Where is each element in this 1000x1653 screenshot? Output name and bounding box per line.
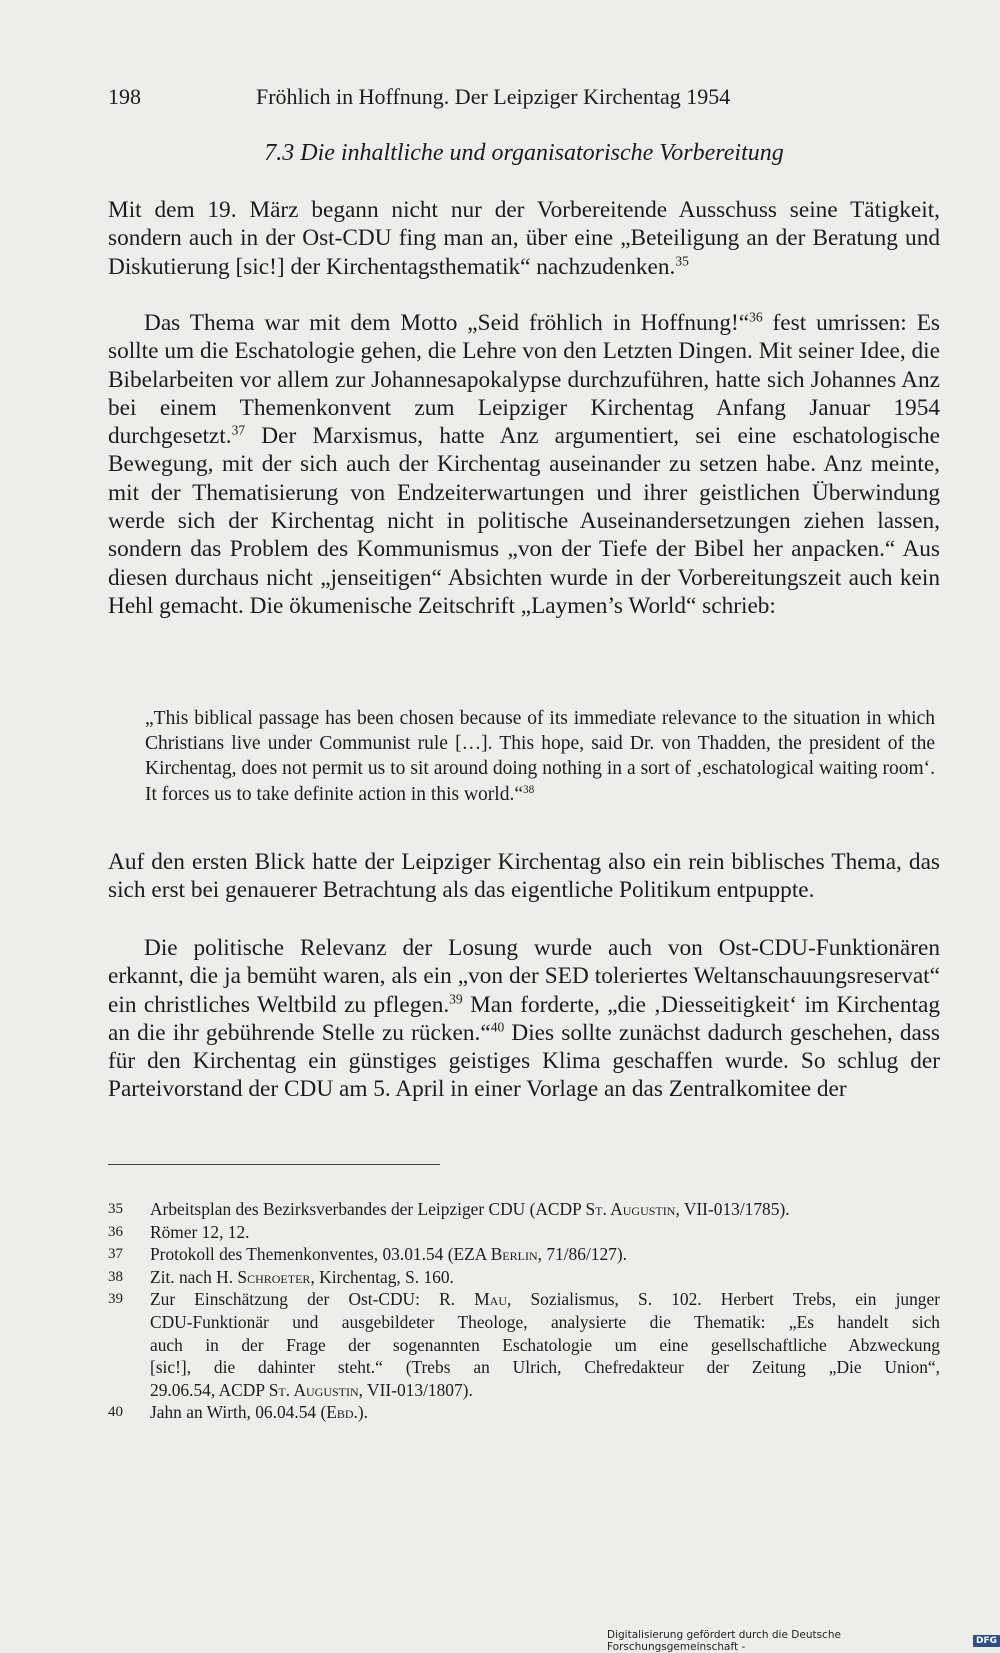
running-head bbox=[108, 84, 940, 114]
footnote-ref-37[interactable]: 37 bbox=[231, 422, 246, 438]
footnote-number: 39 bbox=[108, 1291, 123, 1308]
footnote-text bbox=[150, 1198, 940, 1221]
paragraph-4-text-b: Man forderte, „die ‚Diesseitigkeit‘ im Kirchentag an die ihr gebührende Stelle zu rücken.“ bbox=[108, 991, 940, 1046]
footnote-line: Zur Einschätzung der Ost-CDU: R. Mau, Sozialismus, S. 102. Herbert Trebs, ein junger bbox=[150, 1289, 941, 1310]
footnote-line: [sic!], die dahinter steht.“ (Trebs an Ulrich, Chefredakteur der Zeitung „Die Union“, bbox=[150, 1357, 940, 1378]
paragraph-2-text-a: Das Thema war mit dem Motto „Seid fröhlich in Hoffnung!“ bbox=[144, 310, 750, 336]
paragraph-4 bbox=[108, 934, 940, 1104]
footnote-line: 29.06.54, ACDP St. Augustin, VII-013/1807). bbox=[150, 1379, 473, 1400]
paragraph-4-text-a: Die politische Relevanz der Losung wurde auch von Ost-CDU-Funktionären erkannt, die ja bemüht waren, als ein „von der SED toleriertes Weltanschauungsreservat“ ein christliches Weltbild zu pflegen. bbox=[108, 935, 940, 1018]
footnote-line: Römer 12, 12. bbox=[150, 1221, 250, 1242]
running-title: Fröhlich in Hoffnung. Der Leipziger Kirchentag 1954 bbox=[256, 84, 731, 109]
credit-text: Digitalisierung gefördert durch die Deutsche Forschungsgemeinschaft - bbox=[607, 1629, 841, 1653]
footnote-ref-36[interactable]: 36 bbox=[749, 309, 763, 325]
footnote-text bbox=[150, 1221, 940, 1244]
footnote-line: auch in der Frage der sogenannten Eschatologie um eine gesellschaftliche Abzweckung bbox=[150, 1334, 940, 1355]
dfg-logo: DFG bbox=[973, 1635, 1000, 1647]
footnote-number: 36 bbox=[108, 1223, 123, 1240]
footnote-40 bbox=[108, 1401, 940, 1424]
footnote-37 bbox=[108, 1243, 940, 1266]
paragraph-3 bbox=[108, 848, 940, 905]
footnote-text bbox=[150, 1243, 940, 1266]
footnote-ref-38[interactable]: 38 bbox=[522, 783, 535, 796]
paragraph-2 bbox=[108, 309, 940, 620]
footnotes bbox=[108, 1198, 940, 1424]
footnote-text bbox=[150, 1266, 940, 1289]
paragraph-2-text-c: Der Marxismus, hatte Anz argumentiert, sei eine eschatologische Bewegung, mit der sich auch der Kirchentag auseinander zu setzen habe. Anz meinte, mit der Thematisierung von Endzeiterwartungen und ihrer geistlichen Überwindung werde sich der Kirchentag nicht in politische Auseinandersetzungen ziehen lassen, sondern das Problem des Kommunismus „von der Tiefe der Bibel her anpacken.“ Aus diesen durchaus nicht „jenseitigen“ Absichten wurde in der Vorbereitungszeit auch kein Hehl gemacht. Die ökumenische Zeitschrift „Laymen’s World“ schrieb: bbox=[108, 423, 940, 619]
paragraph-1 bbox=[108, 196, 940, 281]
footnote-number: 38 bbox=[108, 1268, 123, 1285]
footnote-ref-35[interactable]: 35 bbox=[675, 253, 689, 269]
footnote-line: Arbeitsplan des Bezirksverbandes der Leipziger CDU (ACDP St. Augustin, VII-013/1785). bbox=[150, 1199, 790, 1219]
section-heading: 7.3 Die inhaltliche und organisatorische Vorbereitung bbox=[264, 140, 784, 166]
footnote-39 bbox=[108, 1288, 940, 1401]
paragraph-4-text-c: Dies sollte zunächst dadurch geschehen, dass für den Kirchentag ein günstiges geistiges Klima geschaffen wurde. So schlug der Parteivorstand der CDU am 5. April in einer Vorlage an das Zentralkomitee der bbox=[108, 1019, 940, 1103]
footnote-38 bbox=[108, 1266, 940, 1289]
footnote-line: Jahn an Wirth, 06.04.54 (Ebd.). bbox=[150, 1402, 369, 1423]
footnote-number: 37 bbox=[108, 1246, 123, 1263]
footnote-35 bbox=[108, 1198, 940, 1221]
footnote-36 bbox=[108, 1221, 940, 1244]
paragraph-3-text: Auf den ersten Blick hatte der Leipziger Kirchentag also ein rein biblisches Thema, das sich erst bei genauerer Betrachtung als das eigentliche Politikum entpuppte. bbox=[108, 849, 940, 904]
footnote-number: 40 bbox=[108, 1404, 123, 1421]
footnote-ref-40[interactable]: 40 bbox=[490, 1019, 505, 1035]
footnote-ref-39[interactable]: 39 bbox=[449, 991, 463, 1007]
paragraph-1-text: Mit dem 19. März begann nicht nur der Vorbereitende Ausschuss seine Tätigkeit, sondern auch in der Ost-CDU fing man an, über eine „Beteiligung an der Beratung und Diskutierung [sic!] der Kirchentagsthematik“ nachzudenken. bbox=[108, 197, 940, 280]
block-quote bbox=[145, 706, 935, 807]
footnote-line: Zit. nach H. Schroeter, Kirchentag, S. 160. bbox=[150, 1266, 454, 1287]
block-quote-text: „This biblical passage has been chosen because of its immediate relevance to the situation in which Christians live under Communist rule […]. This hope, said Dr. von Thadden, the president of the Kirchentag, does not permit us to sit around doing nothing in a sort of ‚eschatological waiting room‘. It forces us to take definite action in this world.“ bbox=[145, 708, 935, 805]
paragraph-2-text-b: fest umrissen: Es sollte um die Eschatologie gehen, die Lehre von den Letzten Dingen. Mit seiner Idee, die Bibelarbeiten vor allem zur Johannesapokalypse durchzuführen, hatte sich Johannes Anz bei einem Themenkonvent zum Leipziger Kirchentag Anfang Januar 1954 durchgesetzt. bbox=[108, 310, 940, 450]
digitization-credit bbox=[607, 1629, 1000, 1653]
footnote-number: 35 bbox=[108, 1201, 123, 1217]
footnote-line: CDU-Funktionär und ausgebildeter Theologe, analysierte die Thematik: „Es handelt sich bbox=[150, 1311, 940, 1332]
footnote-text bbox=[150, 1288, 940, 1401]
footnote-divider bbox=[108, 1164, 440, 1165]
footnote-line: Protokoll des Themenkonventes, 03.01.54 (EZA Berlin, 71/86/127). bbox=[150, 1244, 628, 1265]
footnote-text bbox=[150, 1401, 940, 1424]
page-number: 198 bbox=[108, 84, 141, 109]
